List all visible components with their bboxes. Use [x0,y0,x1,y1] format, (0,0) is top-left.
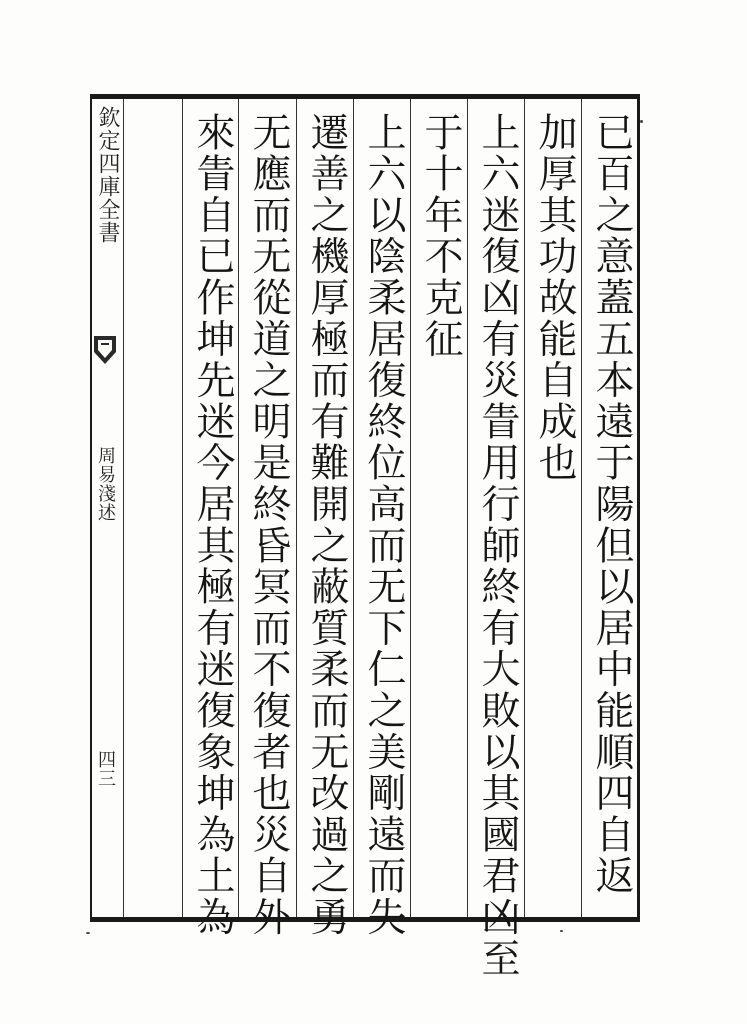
margin-book-title: 周易淺述 [95,446,116,522]
scan-speck [640,120,643,123]
text-column-1: 已百之意蓋五本遠于陽但以居中能順四自返 [589,112,634,897]
margin-title: 欽定四庫全書 [95,106,120,244]
text-column-6: 遷善之機厚極而有難開之蔽質柔而无改過之勇 [304,112,349,938]
text-column-4: 于十年不克征 [418,112,463,360]
column-divider [182,99,183,917]
column-divider [296,99,297,917]
column-divider [123,99,124,917]
margin-leaf-number: 四三 [95,750,116,788]
text-column-5: 上六以陰柔居復終位高而无下仁之美剛遠而失 [361,112,406,938]
text-column-8: 來眚自已作坤先迷今居其極有迷復象坤為土為 [190,112,235,938]
margin-column [91,100,123,915]
text-column-7: 无應而无從道之明是終昏冥而不復者也災自外 [246,112,291,938]
scan-speck [560,930,563,932]
text-column-2: 加厚其功故能自成也 [532,112,577,484]
fishtail-mark [92,332,118,370]
text-column-3: 上六迷復凶有災眚用行師終有大敗以其國君凶至 [475,112,520,980]
scan-speck [86,932,90,934]
